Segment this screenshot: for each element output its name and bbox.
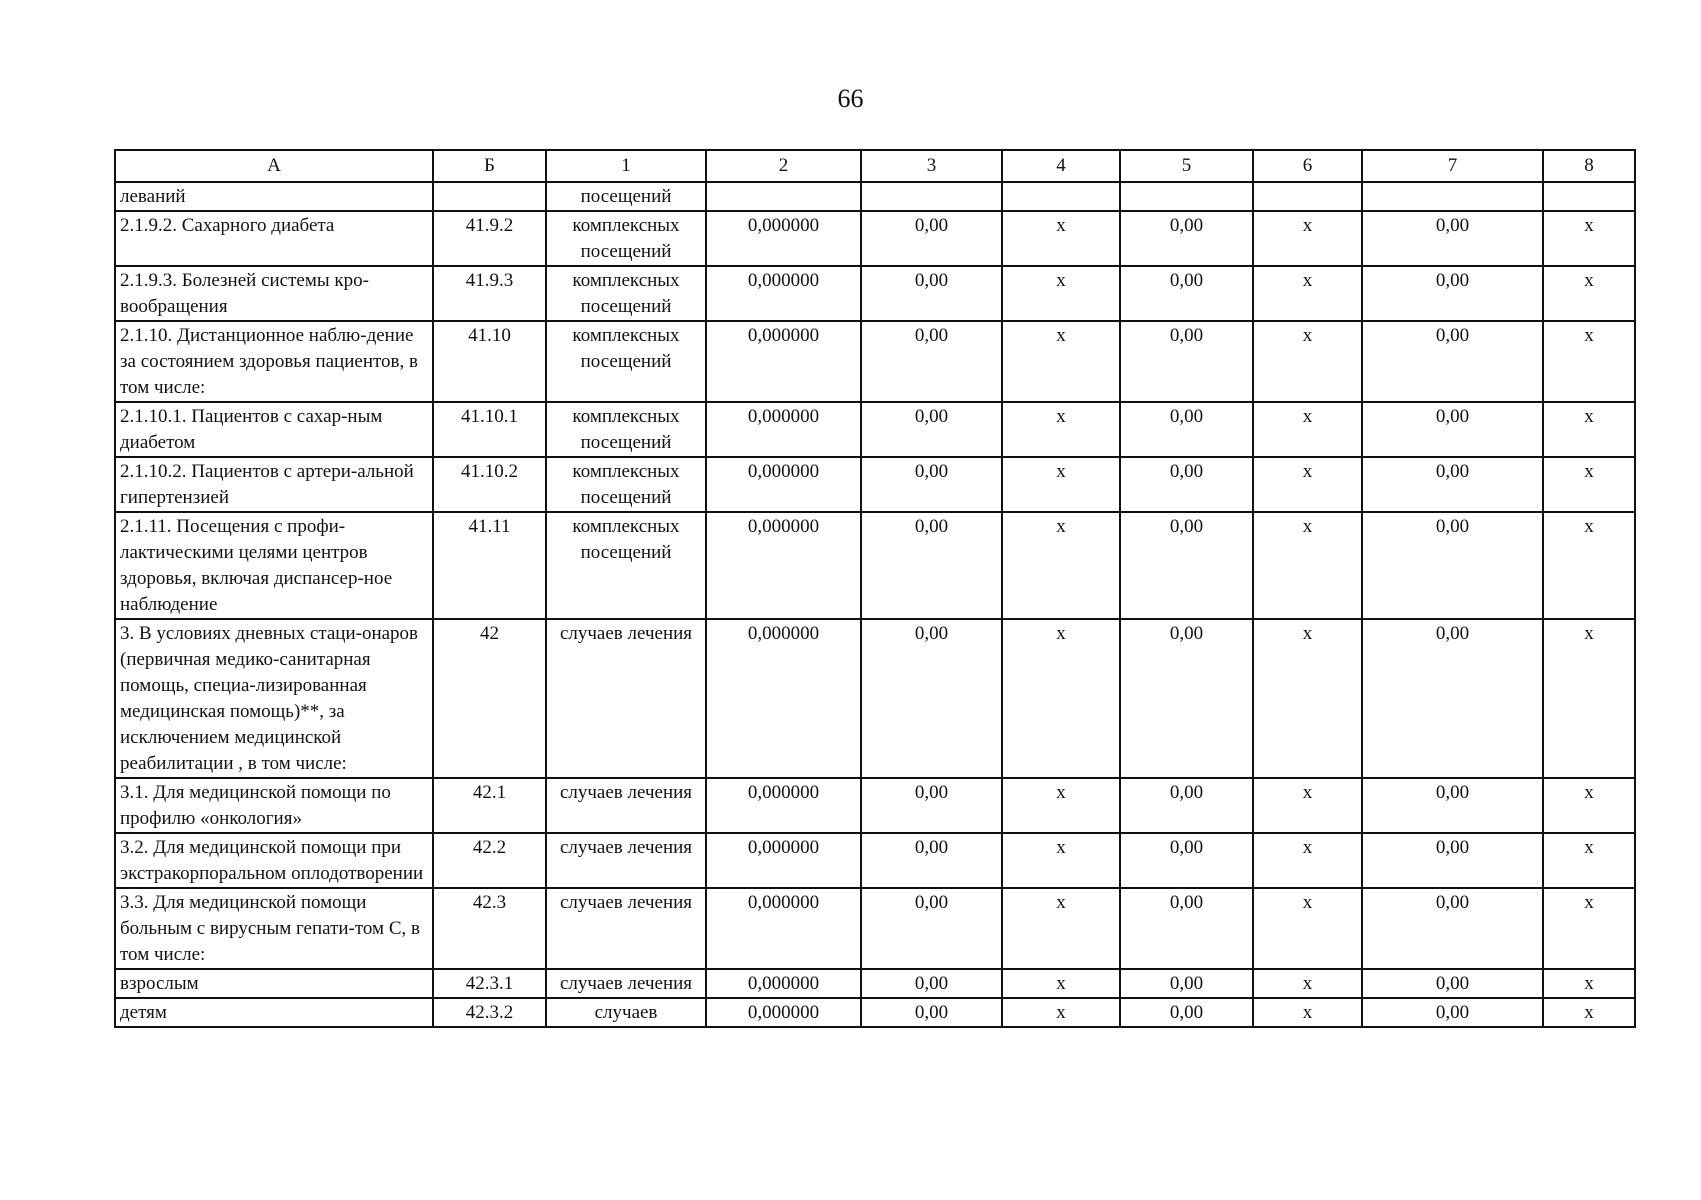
cell-col-7: 0,00	[1362, 619, 1543, 778]
cell-col-3: 0,00	[861, 402, 1002, 457]
cell-indicator-name: 2.1.10.1. Пациентов с сахар-ным диабетом	[115, 402, 433, 457]
cell-col-4: х	[1002, 778, 1120, 833]
cell-col-6: х	[1253, 512, 1362, 619]
cell-indicator-name: 3.1. Для медицинской помощи по профилю «онкология»	[115, 778, 433, 833]
cell-row-code: 41.10.2	[433, 457, 546, 512]
table-row	[115, 619, 1635, 778]
column-header-a: А	[115, 150, 433, 182]
cell-row-code: 42.1	[433, 778, 546, 833]
table-row	[115, 211, 1635, 266]
cell-col-7: 0,00	[1362, 402, 1543, 457]
cell-col-2: 0,000000	[706, 266, 861, 321]
table-row	[115, 266, 1635, 321]
column-header-2: 2	[706, 150, 861, 182]
cell-row-code: 41.9.3	[433, 266, 546, 321]
cell-unit: комплексных посещений	[546, 457, 706, 512]
cell-col-5: 0,00	[1120, 888, 1253, 969]
cell-col-7: 0,00	[1362, 778, 1543, 833]
cell-col-3: 0,00	[861, 888, 1002, 969]
cell-col-6: х	[1253, 321, 1362, 402]
cell-col-4: х	[1002, 998, 1120, 1027]
cell-col-4: х	[1002, 833, 1120, 888]
cell-col-5: 0,00	[1120, 778, 1253, 833]
cell-col-5: 0,00	[1120, 969, 1253, 998]
cell-col-5: 0,00	[1120, 512, 1253, 619]
cell-col-2: 0,000000	[706, 888, 861, 969]
cell-col-4: х	[1002, 266, 1120, 321]
cell-row-code: 41.10.1	[433, 402, 546, 457]
table-row	[115, 998, 1635, 1027]
column-header-3: 3	[861, 150, 1002, 182]
cell-unit: случаев лечения	[546, 888, 706, 969]
cell-unit: случаев лечения	[546, 619, 706, 778]
table-row	[115, 778, 1635, 833]
cell-row-code: 41.9.2	[433, 211, 546, 266]
cell-col-8: х	[1543, 211, 1635, 266]
cell-col-6: х	[1253, 888, 1362, 969]
cell-col-4: х	[1002, 619, 1120, 778]
cell-col-4: х	[1002, 512, 1120, 619]
column-header-1: 1	[546, 150, 706, 182]
cell-col-3: 0,00	[861, 321, 1002, 402]
cell-indicator-name: 2.1.10. Дистанционное наблю-дение за состоянием здоровья пациентов, в том числе:	[115, 321, 433, 402]
cell-indicator-name: 2.1.10.2. Пациентов с артери-альной гипертензией	[115, 457, 433, 512]
cell-col-5	[1120, 182, 1253, 211]
column-header-5: 5	[1120, 150, 1253, 182]
table-row	[115, 321, 1635, 402]
cell-row-code: 42.3.2	[433, 998, 546, 1027]
cell-col-7: 0,00	[1362, 457, 1543, 512]
cell-col-2: 0,000000	[706, 998, 861, 1027]
cell-indicator-name: 2.1.9.2. Сахарного диабета	[115, 211, 433, 266]
cell-unit: комплексных посещений	[546, 211, 706, 266]
cell-row-code	[433, 182, 546, 211]
cell-unit: комплексных посещений	[546, 402, 706, 457]
cell-col-3: 0,00	[861, 833, 1002, 888]
cell-indicator-name: 3.3. Для медицинской помощи больным с вирусным гепати-том С, в том числе:	[115, 888, 433, 969]
cell-col-3: 0,00	[861, 457, 1002, 512]
cell-indicator-name: детям	[115, 998, 433, 1027]
table-body	[115, 182, 1635, 1027]
cell-col-2: 0,000000	[706, 833, 861, 888]
table-row	[115, 402, 1635, 457]
cell-col-4	[1002, 182, 1120, 211]
cell-unit: случаев лечения	[546, 833, 706, 888]
cell-col-4: х	[1002, 969, 1120, 998]
cell-unit: комплексных посещений	[546, 321, 706, 402]
cell-col-8: х	[1543, 969, 1635, 998]
cell-unit: комплексных посещений	[546, 266, 706, 321]
cell-col-7: 0,00	[1362, 321, 1543, 402]
cell-col-6: х	[1253, 778, 1362, 833]
cell-col-2	[706, 182, 861, 211]
cell-indicator-name: 3. В условиях дневных стаци-онаров (первичная медико-санитарная помощь, специа-лизированная медицинская помощь)**, за исключением медицинской реабилитации , в том числе:	[115, 619, 433, 778]
table-row	[115, 833, 1635, 888]
cell-col-7: 0,00	[1362, 888, 1543, 969]
cell-unit: посещений	[546, 182, 706, 211]
table-row	[115, 457, 1635, 512]
cell-unit: случаев лечения	[546, 778, 706, 833]
cell-col-7	[1362, 182, 1543, 211]
cell-col-4: х	[1002, 321, 1120, 402]
cell-col-2: 0,000000	[706, 619, 861, 778]
cell-row-code: 42.3.1	[433, 969, 546, 998]
page-number: 66	[837, 84, 864, 113]
cell-indicator-name: взрослым	[115, 969, 433, 998]
cell-col-6: х	[1253, 457, 1362, 512]
cell-col-8	[1543, 182, 1635, 211]
cell-col-2: 0,000000	[706, 402, 861, 457]
cell-col-3: 0,00	[861, 778, 1002, 833]
cell-col-6: х	[1253, 211, 1362, 266]
cell-indicator-name: 2.1.11. Посещения с профи-лактическими целями центров здоровья, включая диспансер-ное наблюдение	[115, 512, 433, 619]
cell-col-2: 0,000000	[706, 211, 861, 266]
cell-col-6: х	[1253, 833, 1362, 888]
cell-col-2: 0,000000	[706, 969, 861, 998]
cell-col-8: х	[1543, 266, 1635, 321]
cell-col-8: х	[1543, 998, 1635, 1027]
cell-col-3: 0,00	[861, 969, 1002, 998]
cell-col-8: х	[1543, 619, 1635, 778]
cell-col-8: х	[1543, 457, 1635, 512]
column-header-8: 8	[1543, 150, 1635, 182]
cell-col-8: х	[1543, 321, 1635, 402]
cell-col-5: 0,00	[1120, 266, 1253, 321]
column-header-4: 4	[1002, 150, 1120, 182]
cell-col-4: х	[1002, 402, 1120, 457]
cell-col-7: 0,00	[1362, 969, 1543, 998]
cell-col-7: 0,00	[1362, 998, 1543, 1027]
cell-col-7: 0,00	[1362, 211, 1543, 266]
cell-col-8: х	[1543, 512, 1635, 619]
cell-col-3: 0,00	[861, 512, 1002, 619]
cell-col-6: х	[1253, 619, 1362, 778]
cell-col-2: 0,000000	[706, 321, 861, 402]
header-row	[115, 150, 1635, 182]
cell-col-8: х	[1543, 888, 1635, 969]
cell-col-5: 0,00	[1120, 211, 1253, 266]
cell-unit: комплексных посещений	[546, 512, 706, 619]
cell-row-code: 42	[433, 619, 546, 778]
cell-unit: случаев	[546, 998, 706, 1027]
cell-col-7: 0,00	[1362, 266, 1543, 321]
cell-col-5: 0,00	[1120, 457, 1253, 512]
cell-row-code: 42.2	[433, 833, 546, 888]
cell-col-6: х	[1253, 402, 1362, 457]
cell-col-2: 0,000000	[706, 512, 861, 619]
column-header-6: 6	[1253, 150, 1362, 182]
cell-col-4: х	[1002, 211, 1120, 266]
cell-col-8: х	[1543, 402, 1635, 457]
cell-col-6: х	[1253, 969, 1362, 998]
cell-col-7: 0,00	[1362, 833, 1543, 888]
cell-unit: случаев лечения	[546, 969, 706, 998]
cell-col-5: 0,00	[1120, 321, 1253, 402]
cell-col-5: 0,00	[1120, 402, 1253, 457]
cell-indicator-name: 2.1.9.3. Болезней системы кро-вообращения	[115, 266, 433, 321]
cell-indicator-name: 3.2. Для медицинской помощи при экстракорпоральном оплодотворении	[115, 833, 433, 888]
column-header-7: 7	[1362, 150, 1543, 182]
cell-indicator-name: леваний	[115, 182, 433, 211]
cell-col-6: х	[1253, 266, 1362, 321]
cell-col-4: х	[1002, 888, 1120, 969]
cell-col-5: 0,00	[1120, 833, 1253, 888]
cell-col-4: х	[1002, 457, 1120, 512]
cell-row-code: 41.10	[433, 321, 546, 402]
cell-row-code: 41.11	[433, 512, 546, 619]
table-row	[115, 969, 1635, 998]
table-row	[115, 182, 1635, 211]
cell-col-6	[1253, 182, 1362, 211]
data-table	[114, 149, 1636, 1028]
cell-col-6: х	[1253, 998, 1362, 1027]
cell-col-3: 0,00	[861, 211, 1002, 266]
cell-col-5: 0,00	[1120, 619, 1253, 778]
cell-col-2: 0,000000	[706, 457, 861, 512]
cell-col-5: 0,00	[1120, 998, 1253, 1027]
cell-row-code: 42.3	[433, 888, 546, 969]
cell-col-3: 0,00	[861, 266, 1002, 321]
cell-col-2: 0,000000	[706, 778, 861, 833]
column-header-b: Б	[433, 150, 546, 182]
cell-col-8: х	[1543, 833, 1635, 888]
table-row	[115, 512, 1635, 619]
cell-col-3: 0,00	[861, 998, 1002, 1027]
cell-col-8: х	[1543, 778, 1635, 833]
cell-col-3	[861, 182, 1002, 211]
cell-col-3: 0,00	[861, 619, 1002, 778]
cell-col-7: 0,00	[1362, 512, 1543, 619]
table-row	[115, 888, 1635, 969]
